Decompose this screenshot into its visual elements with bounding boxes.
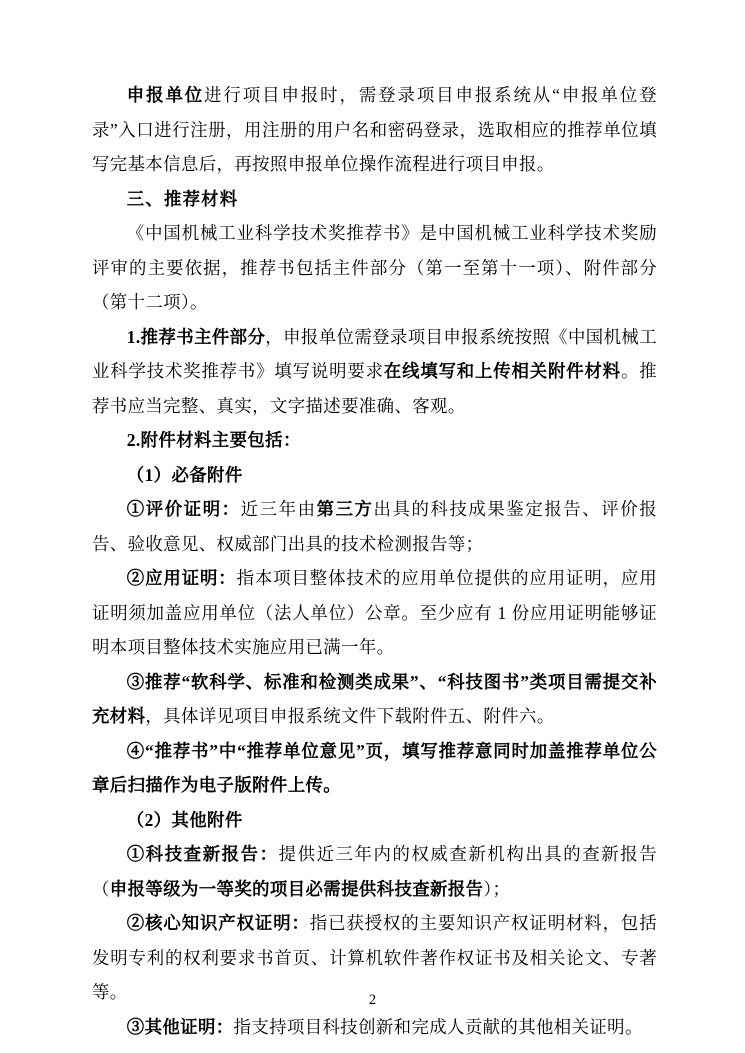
paragraph (92, 423, 657, 458)
text-run: 指已获授权的主要知识产权证明材料，包括发明专利的权利要求书首页、计算机软件著作权证书及相关论文、专著等。 (92, 913, 657, 1002)
text-run: 。推荐书应当完整、真实，文字描述要准确、客观。 (92, 361, 657, 416)
section-heading (92, 182, 657, 217)
text-run: 提供近三年内的权威查新机构出具的查新报告（ (92, 844, 657, 899)
text-run-bold: ③其他证明： (126, 1016, 234, 1037)
paragraph (92, 561, 657, 665)
text-run-bold: ②应用证明： (126, 568, 237, 588)
text-run-bold: ①科技查新报告： (126, 844, 279, 864)
text-run-bold: ②核心知识产权证明： (126, 913, 310, 933)
paragraph (92, 216, 657, 320)
text-run: ）； (483, 878, 511, 899)
paragraph (92, 320, 657, 424)
paragraph (92, 734, 657, 803)
text-run: 近三年由 (240, 499, 317, 519)
text-run-bold: 2.附件材料主要包括： (126, 430, 301, 450)
text-run-bold: （1）必备附件 (126, 464, 243, 485)
text-run: 出具的科技成果鉴定报告、评价报告、验收意见、权威部门出具的技术检测报告等； (92, 499, 658, 554)
paragraph (92, 1010, 657, 1045)
text-run: 进行项目申报时，需登录项目申报系统从“申报单位登录”入口进行注册，用注册的用户名和密码登录，选取相应的推荐单位填写完基本信息后，再按照申报单位操作流程进行项目申报。 (92, 85, 657, 174)
text-run-bold: ①评价证明： (126, 499, 241, 519)
text-run: ，申报单位需登录项目申报系统按照《中国机械工业科学技术奖推荐书》填写说明要求 (92, 326, 657, 381)
document-body (92, 78, 657, 1044)
text-run-bold: （2）其他附件 (126, 809, 243, 830)
text-run-bold: ③推荐“软科学、标准和检测类成果”、“科技图书”类项目需提交补充材料 (92, 671, 657, 726)
text-run: 指本项目整体技术的应用单位提供的应用证明，应用证明须加盖应用单位（法人单位）公章。至少应有 1 份应用证明能够证明本项目整体技术实施应用已满一年。 (92, 568, 658, 657)
text-run-bold: 申报单位 (126, 85, 205, 105)
paragraph (92, 78, 657, 182)
text-run-bold: 1.推荐书主件部分 (126, 326, 266, 347)
text-run-bold: 三、推荐材料 (126, 188, 239, 209)
paragraph (92, 458, 657, 493)
text-run-bold: ④“推荐书”中“推荐单位意见”页，填写推荐意同时加盖推荐单位公章后扫描作为电子版附件上传。 (92, 740, 657, 795)
text-run-bold: 第三方 (316, 499, 374, 519)
paragraph (92, 492, 657, 561)
paragraph (92, 665, 657, 734)
text-run: 指支持项目科技创新和完成人贡献的其他相关证明。 (233, 1016, 643, 1037)
text-run: ，具体详见项目申报系统文件下载附件五、附件六。 (145, 706, 555, 726)
text-run-bold: 在线填写和上传相关附件材料 (383, 361, 621, 381)
paragraph (92, 803, 657, 838)
page-number: 2 (368, 992, 377, 1008)
text-run-bold: 申报等级为一等奖的项目必需提供科技查新报告 (109, 878, 484, 899)
paragraph (92, 837, 657, 906)
text-run: 《中国机械工业科学技术奖推荐书》是中国机械工业科学技术奖励评审的主要依据，推荐书包括主件部分（第一至第十一项）、附件部分（第十二项）。 (92, 223, 657, 312)
